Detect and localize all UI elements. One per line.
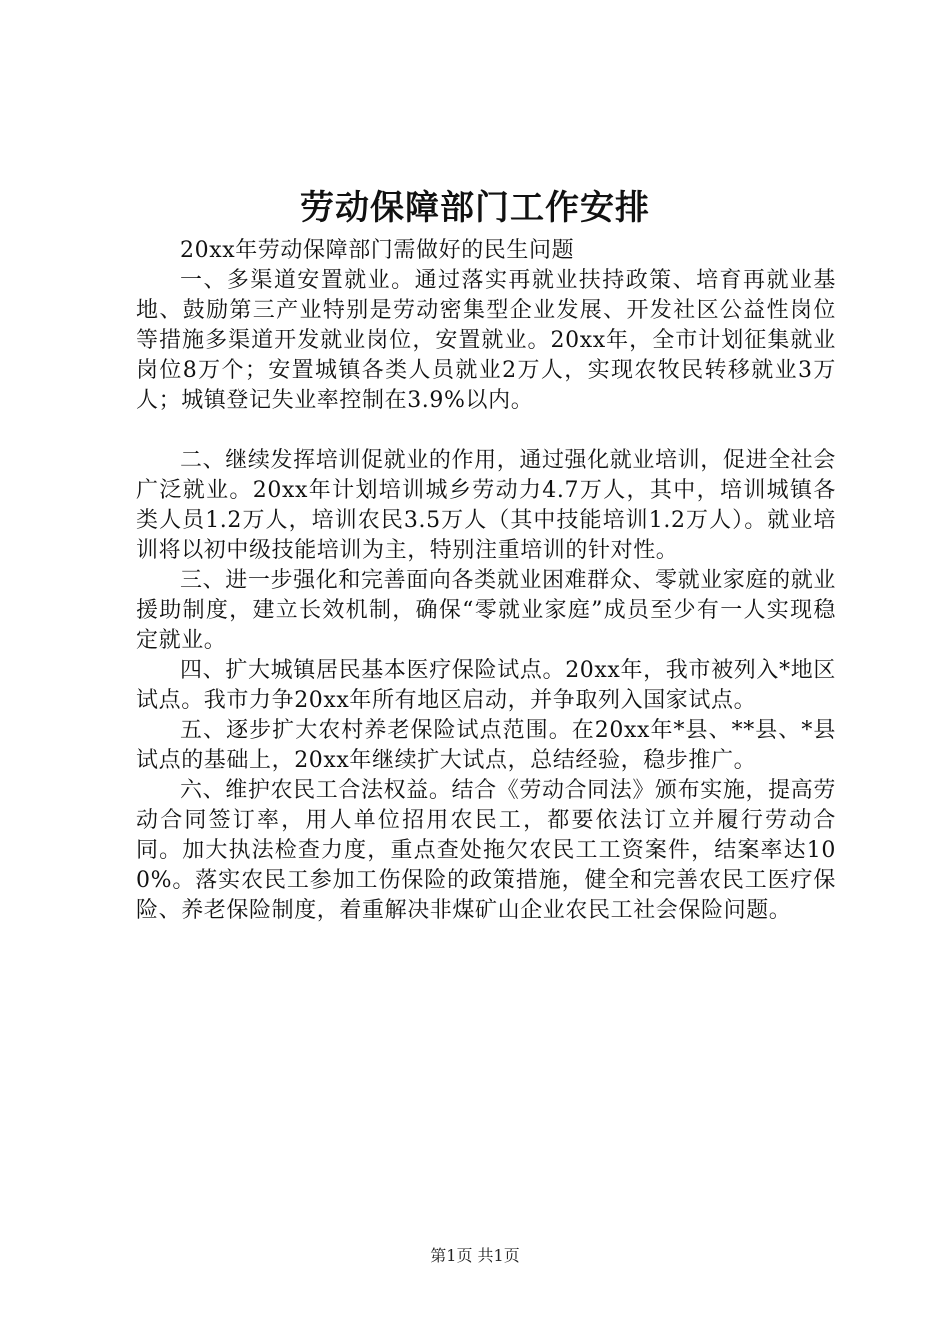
paragraph-pension-pilot: 五、逐步扩大农村养老保险试点范围。在20xx年*县、**县、*县试点的基础上，20xx年继续扩大试点，总结经验，稳步推广。 bbox=[136, 718, 836, 773]
document-body bbox=[136, 236, 836, 926]
document-title: 劳动保障部门工作安排 bbox=[300, 188, 650, 228]
document-subtitle: 20xx年劳动保障部门需做好的民生问题 bbox=[180, 238, 575, 263]
page-number-footer: 第1页 共1页 bbox=[430, 1246, 520, 1265]
paragraph-employment: 一、多渠道安置就业。通过落实再就业扶持政策、培育再就业基地、鼓励第三产业特别是劳动密集型企业发展、开发社区公益性岗位等措施多渠道开发就业岗位，安置就业。20xx年，全市计划征集就业岗位8万个；安置城镇各类人员就业2万人，实现农牧民转移就业3万人；城镇登记失业率控制在3.9%以内。 bbox=[136, 268, 836, 413]
paragraph-training: 二、继续发挥培训促就业的作用，通过强化就业培训，促进全社会广泛就业。20xx年计划培训城乡劳动力4.7万人，其中，培训城镇各类人员1.2万人，培训农民3.5万人（其中技能培训1.2万人）。就业培训将以初中级技能培训为主，特别注重培训的针对性。 bbox=[136, 448, 836, 563]
paragraph-assistance: 三、进一步强化和完善面向各类就业困难群众、零就业家庭的就业援助制度，建立长效机制，确保“零就业家庭”成员至少有一人实现稳定就业。 bbox=[136, 568, 836, 653]
paragraph-medical-insurance: 四、扩大城镇居民基本医疗保险试点。20xx年，我市被列入*地区试点。我市力争20xx年所有地区启动，并争取列入国家试点。 bbox=[136, 658, 836, 713]
paragraph-migrant-workers: 六、维护农民工合法权益。结合《劳动合同法》颁布实施，提高劳动合同签订率，用人单位招用农民工，都要依法订立并履行劳动合同。加大执法检查力度，重点查处拖欠农民工工资案件，结案率达100%。落实农民工参加工伤保险的政策措施，健全和完善农民工医疗保险、养老保险制度，着重解决非煤矿山企业农民工社会保险问题。 bbox=[136, 778, 836, 923]
